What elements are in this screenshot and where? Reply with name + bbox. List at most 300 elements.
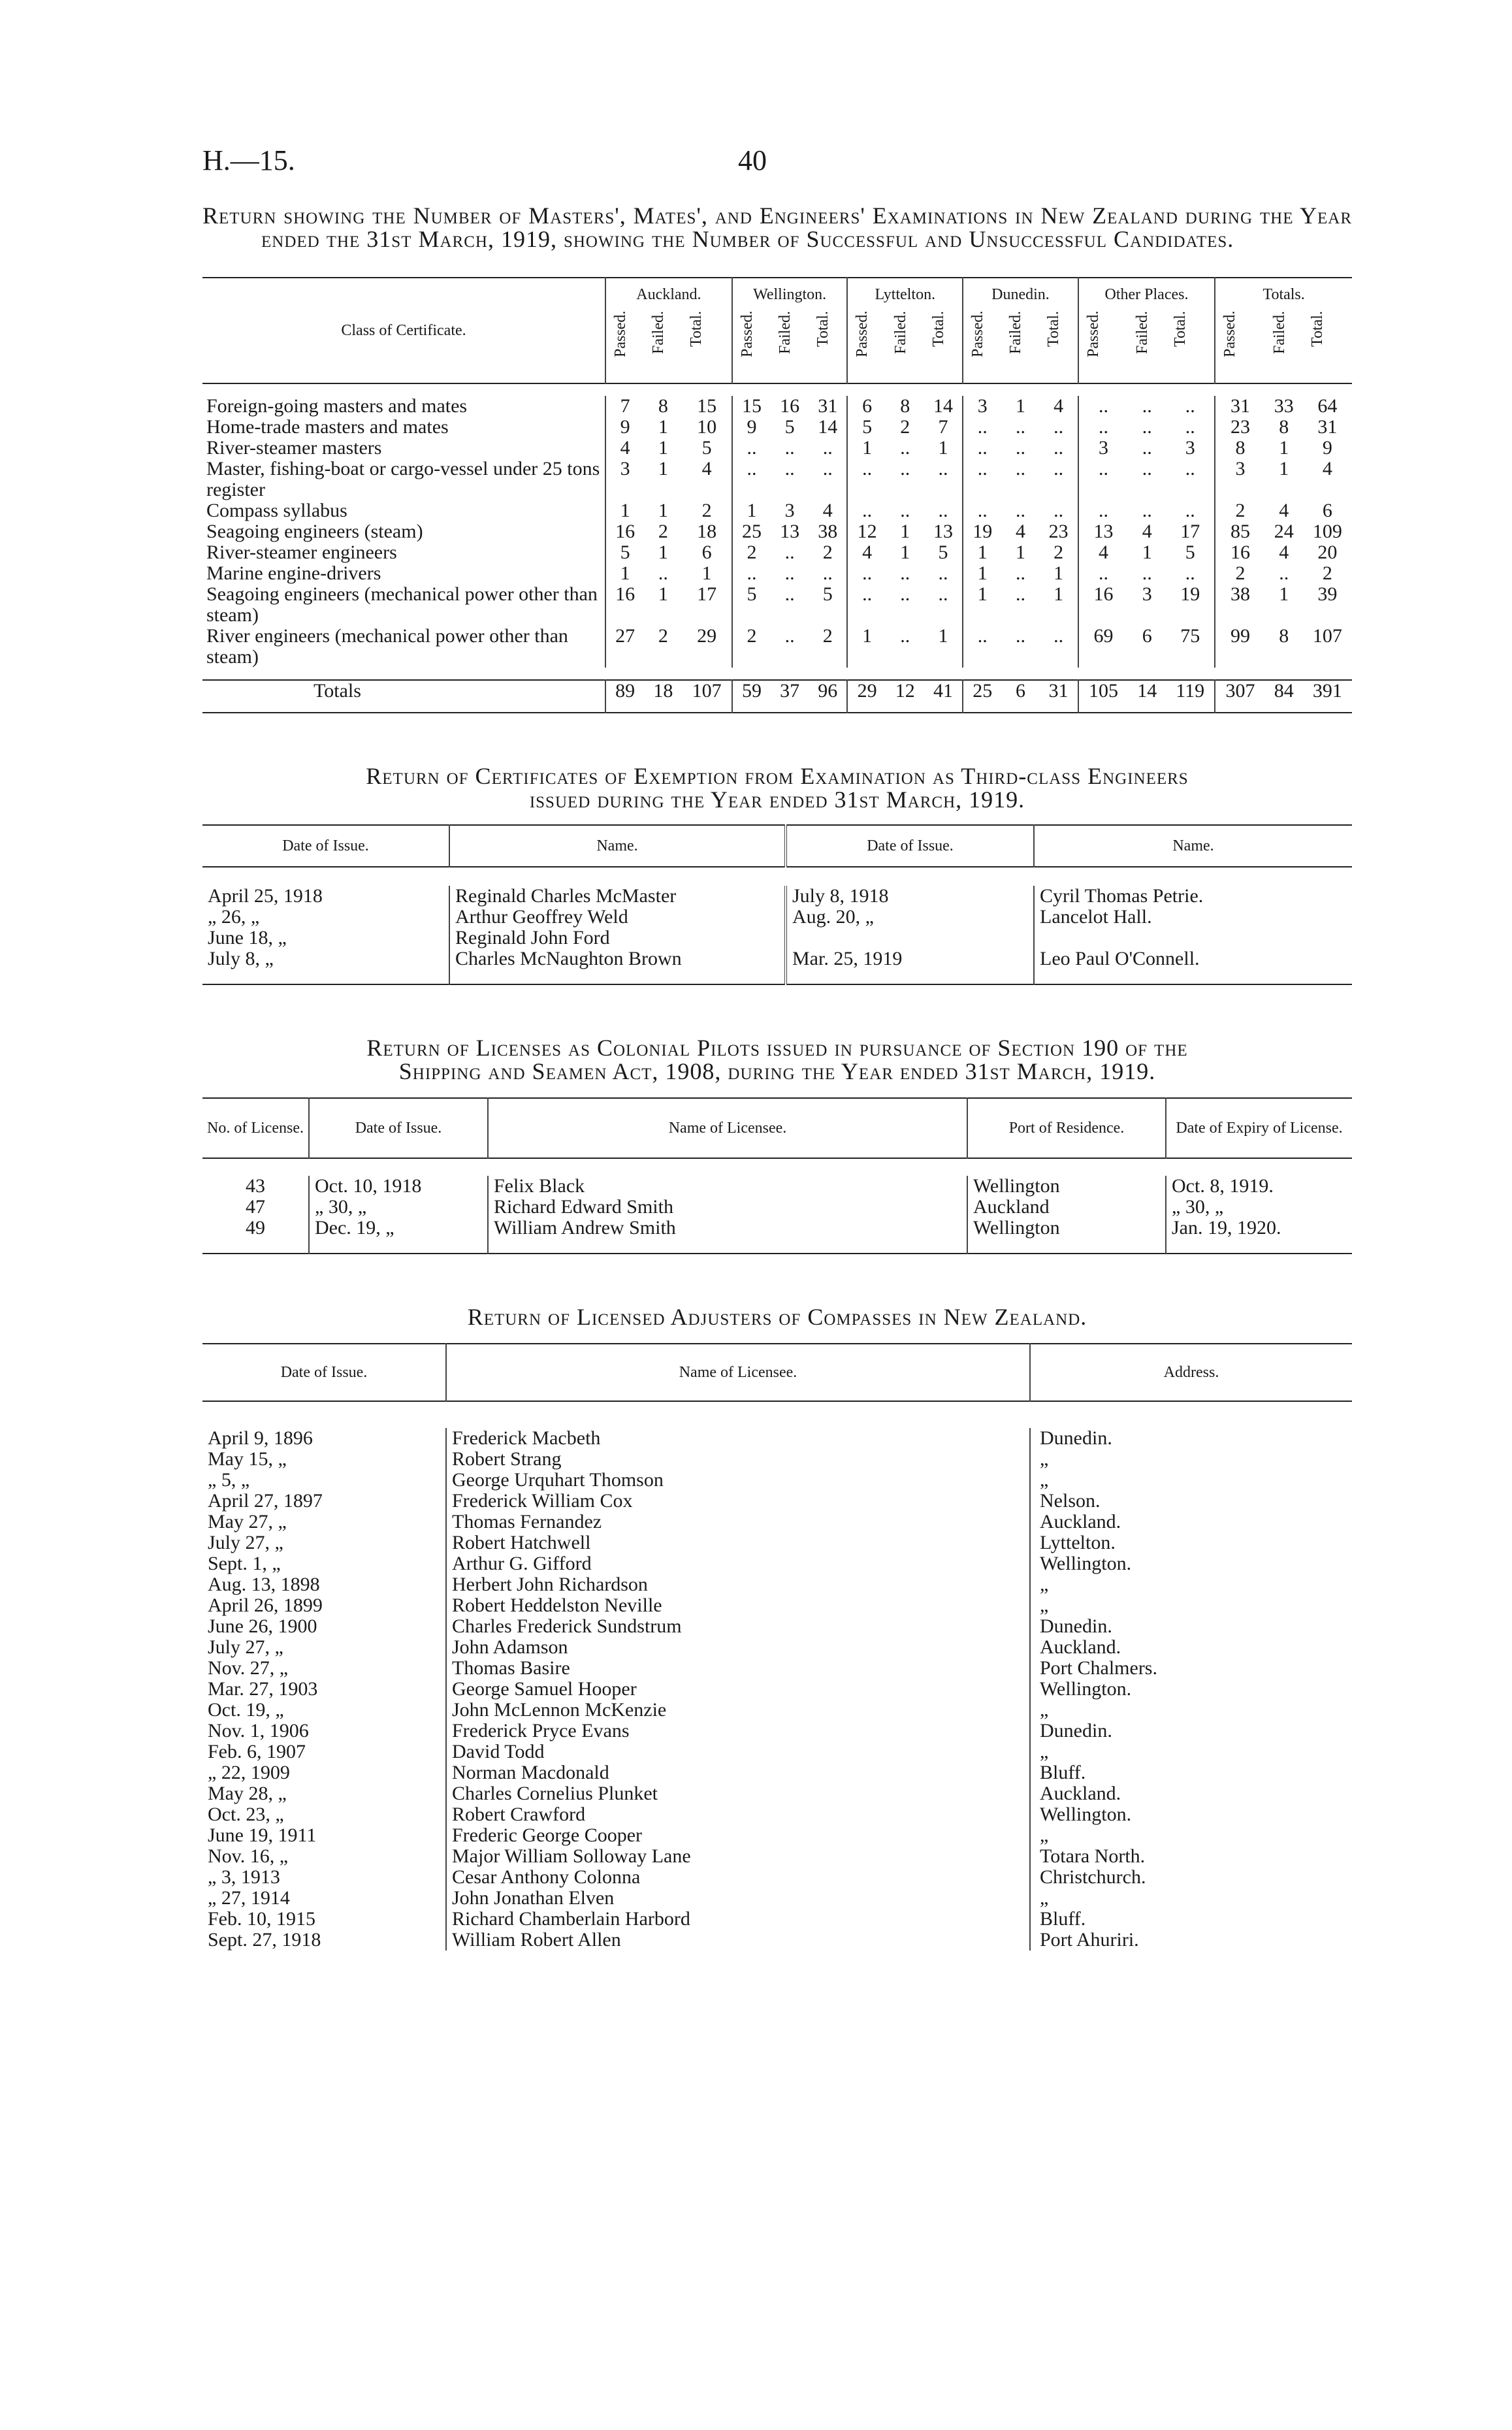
exam-count: .. <box>784 458 795 479</box>
licensee-name: William Andrew Smith <box>488 1218 967 1254</box>
exam-count: .. <box>963 438 1001 459</box>
licensee-name: Leo Paul O'Connell. <box>1034 948 1352 984</box>
subheader-label: Passed. <box>612 311 629 358</box>
exam-count: 1 <box>963 584 1001 626</box>
table-row <box>202 542 1352 563</box>
certificate-class: Seagoing engineers (steam) <box>206 521 423 542</box>
exam-count: .. <box>1078 396 1128 417</box>
address: Auckland. <box>1030 1512 1352 1532</box>
exam-count: 1 <box>963 563 1001 584</box>
total-count: 18 <box>653 680 673 702</box>
issue-date: Feb. 10, 1915 <box>208 1908 315 1930</box>
exam-count: 64 <box>1317 395 1338 417</box>
exam-count: 2 <box>1322 562 1332 584</box>
exam-count: .. <box>1142 437 1152 459</box>
exam-count: 6 <box>1322 500 1332 521</box>
exam-count: 4 <box>1279 542 1289 563</box>
address: Wellington. <box>1030 1553 1352 1574</box>
licensee-name: Major William Solloway Lane <box>446 1846 1030 1867</box>
exam-count: 16 <box>1215 542 1264 563</box>
adjusters-header-address: Address. <box>1030 1344 1352 1401</box>
exam-count: 2 <box>822 542 833 563</box>
address: Christchurch. <box>1030 1867 1352 1888</box>
table-row <box>202 1846 1352 1867</box>
address: Dunedin. <box>1030 1428 1352 1449</box>
exam-count: 4 <box>605 438 644 459</box>
licensee-name: Charles Cornelius Plunket <box>446 1783 1030 1804</box>
subheader-total <box>1166 311 1215 383</box>
subheader-label: Passed. <box>1084 311 1102 358</box>
exam-count: 13 <box>1078 521 1128 542</box>
exam-count: .. <box>1078 459 1128 500</box>
spacer-row <box>202 1401 1352 1428</box>
exam-count: 5 <box>732 584 771 626</box>
exam-count: 23 <box>1215 417 1264 438</box>
licensee-name: Richard Edward Smith <box>488 1197 967 1218</box>
exam-count: 99 <box>1215 626 1264 668</box>
exam-count: 33 <box>1274 395 1294 417</box>
exam-count: 1 <box>658 500 668 521</box>
exam-count: 3 <box>1215 459 1264 500</box>
table-row <box>202 1930 1352 1951</box>
certificate-class: River engineers (mechanical power other than steam) <box>206 625 568 668</box>
total-count: 59 <box>732 680 771 713</box>
address: Nelson. <box>1030 1491 1352 1512</box>
exams-title: Return showing the Number of Masters', Mates', and Engineers' Examinations in New Zealand during the Year ended the 31st March, 1919, showing the Number of Successful and Unsuccessful Candidates. <box>202 202 1352 252</box>
exam-count: 16 <box>605 584 644 626</box>
issue-date: April 27, 1897 <box>208 1490 323 1512</box>
licensee-name: Arthur G. Gifford <box>446 1553 1030 1574</box>
issue-date: May 15, „ <box>208 1448 287 1470</box>
licensee-name: Cyril Thomas Petrie. <box>1034 886 1352 907</box>
address: Totara North. <box>1030 1846 1352 1867</box>
pilots-header-name: Name of Licensee. <box>488 1098 967 1158</box>
issue-date: April 25, 1918 <box>208 885 323 907</box>
table-row <box>202 1428 1352 1449</box>
totals-label: Totals <box>314 680 361 702</box>
pilots-title-line2: Shipping and Seamen Act, 1908, during the Year ended 31st March, 1919. <box>398 1058 1156 1084</box>
subheader-total <box>809 311 847 383</box>
exam-count: 7 <box>938 416 948 438</box>
exam-count: 85 <box>1215 521 1264 542</box>
exam-count: .. <box>784 562 795 584</box>
table-row <box>202 1595 1352 1616</box>
exam-count: 3 <box>1142 583 1152 605</box>
address: Dunedin. <box>1030 1721 1352 1742</box>
exam-count: 24 <box>1274 521 1294 542</box>
pilots-header-expiry: Date of Expiry of License. <box>1166 1098 1352 1158</box>
certificate-class: Foreign-going masters and mates <box>206 395 468 417</box>
exemption-title-line2: issued during the Year ended 31st March, 1919. <box>529 786 1025 813</box>
port-of-residence: Wellington <box>967 1218 1166 1254</box>
region-totals: Totals. <box>1215 278 1352 311</box>
subheader-label: Failed. <box>650 311 668 354</box>
exam-count: 31 <box>818 395 838 417</box>
exam-count: 4 <box>1142 521 1152 542</box>
licensee-name: Robert Strang <box>446 1449 1030 1470</box>
subheader-total <box>682 311 732 383</box>
exam-count: 13 <box>780 521 800 542</box>
region-dunedin: Dunedin. <box>963 278 1078 311</box>
subheader-label: Total. <box>1308 311 1326 347</box>
table-row <box>202 907 1352 928</box>
license-number: 47 <box>246 1196 265 1218</box>
total-count: 84 <box>1274 680 1294 702</box>
exam-count: .. <box>1142 562 1152 584</box>
exam-count: .. <box>784 542 795 563</box>
issue-date: July 27, „ <box>208 1636 283 1658</box>
exam-count: 2 <box>658 625 668 647</box>
exam-count: .. <box>1078 500 1128 521</box>
issue-date: April 26, 1899 <box>208 1595 323 1616</box>
subheader-label: Passed. <box>969 311 987 358</box>
licensee-name: William Robert Allen <box>446 1930 1030 1951</box>
exam-count: .. <box>1142 416 1152 438</box>
licensee-name: Herbert John Richardson <box>446 1574 1030 1595</box>
exam-count: 109 <box>1312 521 1342 542</box>
exam-count: .. <box>938 583 948 605</box>
exam-count: .. <box>963 626 1001 668</box>
total-count: 307 <box>1215 680 1264 713</box>
totals-row <box>202 680 1352 713</box>
exam-count: .. <box>1015 458 1025 479</box>
exam-count: 3 <box>1078 438 1128 459</box>
exam-count: 8 <box>1279 625 1289 647</box>
exam-count: .. <box>1054 500 1064 521</box>
subheader-label: Failed. <box>1134 311 1151 354</box>
exam-count: 8 <box>1279 416 1289 438</box>
page-header <box>202 144 1352 189</box>
exam-count: .. <box>1054 416 1064 438</box>
exemption-table <box>202 824 1352 985</box>
exam-count: 8 <box>658 395 668 417</box>
subheader-label: Total. <box>814 311 832 347</box>
exam-count: 1 <box>1054 562 1064 584</box>
licensee-name: Richard Chamberlain Harbord <box>446 1909 1030 1930</box>
exam-count: 8 <box>900 395 910 417</box>
licensee-name <box>1034 928 1352 948</box>
table-row <box>202 886 1352 907</box>
table-row <box>202 1532 1352 1553</box>
total-count: 107 <box>692 680 722 702</box>
exam-count: 17 <box>1180 521 1200 542</box>
table-row <box>202 438 1352 459</box>
table-row <box>202 1909 1352 1930</box>
class-header: Class of Certificate. <box>341 322 466 339</box>
exam-count: .. <box>1054 625 1064 647</box>
licensee-name: Frederick Macbeth <box>446 1428 1030 1449</box>
issue-date: Sept. 27, 1918 <box>208 1929 321 1951</box>
exam-count: .. <box>1015 437 1025 459</box>
spacer-row <box>202 668 1352 680</box>
page-number: 40 <box>738 144 767 176</box>
license-number: 43 <box>246 1175 265 1197</box>
issue-date: Oct. 10, 1918 <box>309 1176 488 1197</box>
exam-count: 18 <box>697 521 717 542</box>
exam-count: .. <box>784 437 795 459</box>
issue-date: „ 30, „ <box>309 1197 488 1218</box>
table-row <box>202 1742 1352 1762</box>
exam-count: 16 <box>605 521 644 542</box>
issue-date: June 18, „ <box>208 927 287 948</box>
exam-count: 29 <box>697 625 717 647</box>
exam-count: 19 <box>963 521 1001 542</box>
exam-count: 3 <box>784 500 795 521</box>
address: „ <box>1030 1470 1352 1491</box>
exam-count: 1 <box>963 542 1001 563</box>
total-count: 41 <box>933 680 953 702</box>
exam-count: 69 <box>1078 626 1128 668</box>
adjusters-title: Return of Licensed Adjusters of Compasses in New Zealand. <box>467 1304 1087 1330</box>
issue-date: Aug. 20, „ <box>786 907 1034 928</box>
licensee-name: Robert Crawford <box>446 1804 1030 1825</box>
subheader-label: Total. <box>688 311 705 347</box>
exam-count: .. <box>900 562 910 584</box>
table-row <box>202 1574 1352 1595</box>
subheader-passed <box>732 311 771 383</box>
exam-count: .. <box>938 562 948 584</box>
table-row <box>202 1825 1352 1846</box>
licensee-name: George Samuel Hooper <box>446 1679 1030 1700</box>
issue-date: June 26, 1900 <box>208 1615 317 1637</box>
issue-date: May 28, „ <box>208 1783 287 1804</box>
exam-count: .. <box>822 437 833 459</box>
exam-count: 15 <box>697 395 717 417</box>
licensee-name: Charles Frederick Sundstrum <box>446 1616 1030 1637</box>
certificate-class: River-steamer masters <box>206 437 382 459</box>
exam-count: .. <box>732 438 771 459</box>
exam-count: 1 <box>701 562 712 584</box>
exam-count: 3 <box>963 396 1001 417</box>
table-row <box>202 1679 1352 1700</box>
subheader-failed <box>886 311 924 383</box>
exam-count: .. <box>938 500 948 521</box>
exam-count: .. <box>1054 437 1064 459</box>
exam-count: 8 <box>1215 438 1264 459</box>
table-row <box>202 1218 1352 1254</box>
licensee-name: Frederick William Cox <box>446 1491 1030 1512</box>
exam-count: 4 <box>1279 500 1289 521</box>
address: „ <box>1030 1595 1352 1616</box>
exam-count: 38 <box>818 521 838 542</box>
pilots-table <box>202 1097 1352 1254</box>
exam-count: 1 <box>658 542 668 563</box>
subheader-label: Total. <box>1172 311 1189 347</box>
issue-date: Aug. 13, 1898 <box>208 1574 320 1595</box>
exam-count: .. <box>732 563 771 584</box>
issue-date: July 8, „ <box>208 948 274 969</box>
licensee-name: John McLennon McKenzie <box>446 1700 1030 1721</box>
table-row <box>202 1197 1352 1218</box>
table-row <box>202 1491 1352 1512</box>
exam-count: 5 <box>784 416 795 438</box>
exam-count: .. <box>822 562 833 584</box>
issue-date: „ 5, „ <box>208 1469 250 1491</box>
exam-count: .. <box>1015 416 1025 438</box>
subheader-label: Total. <box>1045 311 1063 347</box>
licensee-name: Lancelot Hall. <box>1034 907 1352 928</box>
exam-count: 1 <box>938 625 948 647</box>
expiry-date: Oct. 8, 1919. <box>1166 1176 1352 1197</box>
exemption-header-date-2: Date of Issue. <box>786 825 1034 867</box>
table-row <box>202 1867 1352 1888</box>
exam-count: .. <box>900 437 910 459</box>
exam-count: 14 <box>933 395 953 417</box>
issue-date: Mar. 25, 1919 <box>786 948 1034 984</box>
licensee-name: Frederic George Cooper <box>446 1825 1030 1846</box>
exam-count: 2 <box>822 625 833 647</box>
region-other-places: Other Places. <box>1078 278 1215 311</box>
license-number: 49 <box>246 1217 265 1239</box>
exam-count: .. <box>963 417 1001 438</box>
exam-count: 25 <box>732 521 771 542</box>
table-row <box>202 521 1352 542</box>
exam-count: .. <box>1142 395 1152 417</box>
exam-count: .. <box>1185 562 1195 584</box>
exam-count: 6 <box>701 542 712 563</box>
licensee-name: Charles McNaughton Brown <box>449 948 786 984</box>
exam-count: 9 <box>732 417 771 438</box>
subheader-passed <box>847 311 886 383</box>
exam-count: .. <box>847 459 886 500</box>
exam-count: .. <box>1015 625 1025 647</box>
total-count: 89 <box>605 680 644 713</box>
exam-count: 4 <box>1015 521 1025 542</box>
table-row <box>202 563 1352 584</box>
exam-count: .. <box>900 500 910 521</box>
exam-count: .. <box>1015 500 1025 521</box>
exam-count: 17 <box>697 583 717 605</box>
address: Port Ahuriri. <box>1030 1930 1352 1951</box>
issue-date: Oct. 23, „ <box>208 1804 284 1825</box>
subheader-label: Failed. <box>1270 311 1288 354</box>
adjusters-header-date: Date of Issue. <box>280 1364 368 1381</box>
issue-date: „ 3, 1913 <box>208 1866 280 1888</box>
exam-count: .. <box>822 458 833 479</box>
exam-count: 5 <box>701 437 712 459</box>
address: „ <box>1030 1825 1352 1846</box>
exam-count: 23 <box>1048 521 1069 542</box>
licensee-name: George Urquhart Thomson <box>446 1470 1030 1491</box>
exam-count: 2 <box>732 626 771 668</box>
address: Lyttelton. <box>1030 1532 1352 1553</box>
exam-count: 3 <box>605 459 644 500</box>
exam-count: 16 <box>780 395 800 417</box>
subheader-passed <box>605 311 644 383</box>
table-row <box>202 1762 1352 1783</box>
exam-count: .. <box>784 625 795 647</box>
licensee-name: Reginald Charles McMaster <box>449 886 786 907</box>
port-of-residence: Wellington <box>967 1176 1166 1197</box>
subheader-label: Failed. <box>892 311 909 354</box>
table-row <box>202 1470 1352 1491</box>
pilots-title-line1: Return of Licenses as Colonial Pilots issued in pursuance of Section 190 of the <box>366 1035 1188 1061</box>
exam-count: .. <box>1054 458 1064 479</box>
table-row <box>202 459 1352 500</box>
address: Dunedin. <box>1030 1616 1352 1637</box>
table-row <box>202 626 1352 668</box>
table-row <box>202 1721 1352 1742</box>
address: „ <box>1030 1888 1352 1909</box>
exam-count: 1 <box>938 437 948 459</box>
exam-count: 9 <box>605 417 644 438</box>
issue-date: July 27, „ <box>208 1532 283 1553</box>
spacer-row <box>202 1158 1352 1176</box>
exam-count: 1 <box>1142 542 1152 563</box>
total-count: 29 <box>847 680 886 713</box>
exam-count: .. <box>1078 563 1128 584</box>
exemption-title-line1: Return of Certificates of Exemption from Examination as Third-class Engineers <box>366 763 1189 789</box>
table-row <box>202 948 1352 984</box>
table-row <box>202 417 1352 438</box>
exam-count: 1 <box>1054 583 1064 605</box>
exam-count: 4 <box>1078 542 1128 563</box>
pilots-header-date: Date of Issue. <box>309 1098 488 1158</box>
exam-count: 5 <box>605 542 644 563</box>
region-lyttelton: Lyttelton. <box>847 278 963 311</box>
exam-count: 4 <box>1322 458 1332 479</box>
table-row <box>202 500 1352 521</box>
table-row <box>202 396 1352 417</box>
exam-count: 107 <box>1312 625 1342 647</box>
exam-count: 1 <box>658 583 668 605</box>
exam-count: 5 <box>1185 542 1195 563</box>
exam-count: .. <box>1015 562 1025 584</box>
document-reference: H.—15. <box>202 144 295 176</box>
total-count: 6 <box>1015 680 1025 702</box>
adjusters-table <box>202 1343 1352 1951</box>
adjusters-header-name: Name of Licensee. <box>446 1344 1030 1401</box>
licensee-name: Robert Hatchwell <box>446 1532 1030 1553</box>
total-count: 14 <box>1137 680 1157 702</box>
subheader-passed <box>1215 311 1264 383</box>
table-row <box>202 1553 1352 1574</box>
exam-count: 16 <box>1078 584 1128 626</box>
exam-count: .. <box>1078 417 1128 438</box>
exam-count: .. <box>900 458 910 479</box>
subheader-label: Passed. <box>738 311 756 358</box>
subheader-label: Failed. <box>777 311 794 354</box>
licensee-name: Robert Heddelston Neville <box>446 1595 1030 1616</box>
exam-count: .. <box>1142 500 1152 521</box>
exam-count: 4 <box>701 458 712 479</box>
exam-count: 2 <box>900 416 910 438</box>
subheader-label: Total. <box>929 311 947 347</box>
expiry-date: „ 30, „ <box>1166 1197 1352 1218</box>
certificate-class: Home-trade masters and mates <box>206 416 449 438</box>
region-auckland: Auckland. <box>605 278 732 311</box>
subheader-label: Passed. <box>854 311 871 358</box>
exam-count: 4 <box>1054 395 1064 417</box>
exam-count: .. <box>1185 458 1195 479</box>
total-count: 96 <box>818 680 838 702</box>
address: „ <box>1030 1742 1352 1762</box>
exam-count: 5 <box>847 417 886 438</box>
exam-count: 19 <box>1180 583 1200 605</box>
issue-date: Oct. 19, „ <box>208 1699 284 1721</box>
certificate-class: Master, fishing-boat or cargo-vessel under 25 tons register <box>206 458 600 500</box>
issue-date: „ 22, 1909 <box>208 1762 290 1783</box>
subheader-passed <box>963 311 1001 383</box>
exam-count: 1 <box>900 521 910 542</box>
exam-count: .. <box>847 563 886 584</box>
exam-count: 15 <box>732 396 771 417</box>
total-count: 31 <box>1048 680 1069 702</box>
expiry-date: Jan. 19, 1920. <box>1166 1218 1352 1254</box>
subheader-passed <box>1078 311 1128 383</box>
table-row <box>202 1700 1352 1721</box>
licensee-name: John Adamson <box>446 1637 1030 1658</box>
